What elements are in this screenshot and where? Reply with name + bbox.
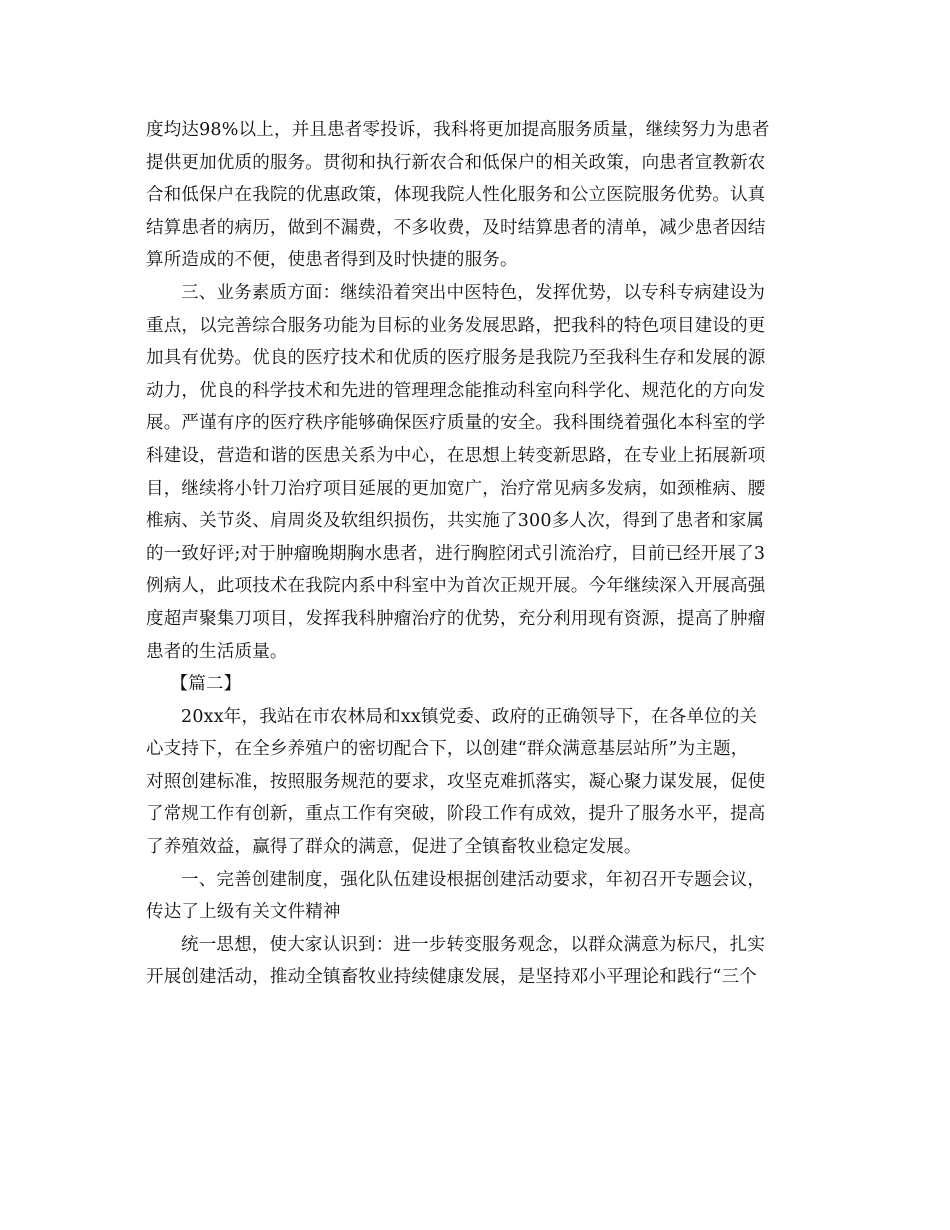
text-line: 度均达98%以上，并且患者零投诉，我科将更加提高服务质量，继续努力为患者 (146, 120, 770, 140)
text-line: 加具有优势。优良的医疗技术和优质的医疗服务是我院乃至我科生存和发展的源 (146, 348, 766, 369)
document-body (146, 114, 800, 994)
section-heading: 【篇二】 (170, 674, 242, 695)
text-line: 提供更加优质的服务。贯彻和执行新农合和低保户的相关政策，向患者宣教新农 (146, 152, 766, 173)
text-line: 一、完善创建制度，强化队伍建设根据创建活动要求，年初召开专题会议， (181, 869, 766, 890)
text-line: 20xx年，我站在市农林局和xx镇党委、政府的正确领导下，在各单位的关 (181, 706, 758, 727)
text-line: 开展创建活动，推动全镇畜牧业持续健康发展，是坚持邓小平理论和践行“三个 (146, 967, 757, 988)
text-line: 科建设，营造和谐的医患关系为中心，在思想上转变新思路，在专业上拓展新项 (146, 445, 766, 466)
text-line: 展。严谨有序的医疗秩序能够确保医疗质量的安全。我科围绕着强化本科室的学 (146, 413, 766, 434)
text-line: 传达了上级有关文件精神 (146, 902, 341, 923)
text-line: 对照创建标准，按照服务规范的要求，攻坚克难抓落实，凝心聚力谋发展，促使 (146, 771, 766, 792)
text-line: 度超声聚集刀项目，发挥我科肿瘤治疗的优势，充分利用现有资源，提高了肿瘤 (146, 608, 766, 629)
text-line: 三、业务素质方面：继续沿着突出中医特色，发挥优势，以专科专病建设为 (181, 282, 766, 303)
text-line: 了常规工作有创新，重点工作有突破，阶段工作有成效，提升了服务水平，提高 (146, 804, 766, 825)
text-line: 结算患者的病历，做到不漏费，不多收费，及时结算患者的清单，减少患者因结 (146, 217, 766, 238)
text-line: 心支持下，在全乡养殖户的密切配合下，以创建“群众满意基层站所”为主题， (146, 739, 749, 760)
text-line: 目，继续将小针刀治疗项目延展的更加宽广，治疗常见病多发病，如颈椎病、腰 (146, 478, 766, 499)
text-line: 算所造成的不便，使患者得到及时快捷的服务。 (146, 250, 518, 271)
text-line: 重点，以完善综合服务功能为目标的业务发展思路，把我科的特色项目建设的更 (146, 315, 766, 336)
text-line: 例病人，此项技术在我院内系中科室中为首次正规开展。今年继续深入开展高强 (146, 576, 766, 597)
text-line: 了养殖效益，赢得了群众的满意，促进了全镇畜牧业稳定发展。 (146, 837, 642, 858)
text-line: 统一思想，使大家认识到：进一步转变服务观念，以群众满意为标尺，扎实 (181, 934, 766, 955)
text-line: 患者的生活质量。 (146, 641, 288, 662)
text-line: 椎病、关节炎、肩周炎及软组织损伤，共实施了300多人次，得到了患者和家属 (146, 511, 765, 532)
text-line: 的一致好评;对于肿瘤晚期胸水患者，进行胸腔闭式引流治疗，目前已经开展了3 (146, 543, 766, 564)
text-line: 合和低保户在我院的优惠政策，体现我院人性化服务和公立医院服务优势。认真 (146, 185, 766, 206)
text-line: 动力，优良的科学技术和先进的管理理念能推动科室向科学化、规范化的方向发 (146, 380, 766, 401)
